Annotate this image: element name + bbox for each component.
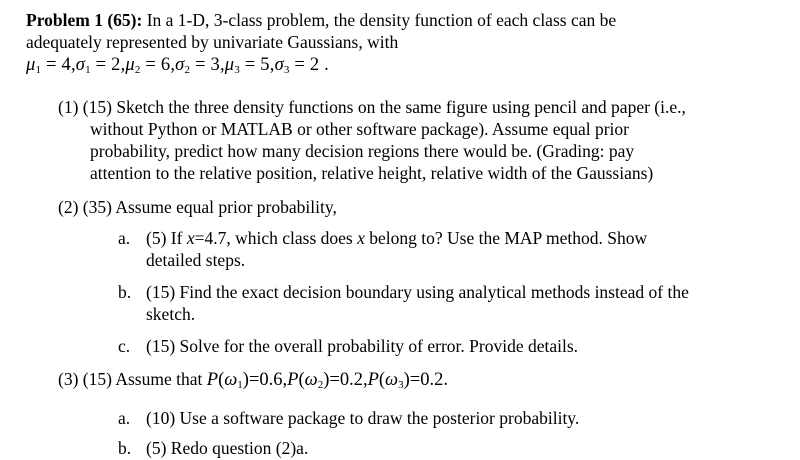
prior-probabilities: $P(\omega_1)=0.6,P(\omega_2)=0.2,P(\omega_3)=0.2$. xyxy=(206,370,448,391)
sigma2-value: 3 xyxy=(210,55,220,75)
part-1-line-2: without Python or MATLAB or other software package). Assume equal prior xyxy=(90,119,629,139)
part-3-line xyxy=(58,368,448,391)
part-1-line-4: attention to the relative position, relative height, relative width of the Gaussians) xyxy=(90,163,654,183)
item-body: (15) Solve for the overall probability of error. Provide details. xyxy=(146,336,579,356)
part-1-line-1: (1) (15) Sketch the three density functions on the same figure using pencil and paper (i.e., xyxy=(58,97,686,117)
prior-3: 0.2 xyxy=(420,370,444,390)
mu1-value: 4 xyxy=(61,55,71,75)
item-marker: c. xyxy=(118,336,131,356)
item-marker: b. xyxy=(118,438,132,458)
sigma3-value: 2 xyxy=(309,55,320,75)
item-marker: b. xyxy=(118,282,132,302)
item-body: (10) Use a software package to draw the posterior probability. xyxy=(146,408,580,428)
intro-line-1 xyxy=(26,9,786,31)
prior-1: 0.6 xyxy=(259,370,283,390)
item-body: (5) Redo question (2)a. xyxy=(146,438,309,458)
intro-line-2: adequately represented by univariate Gaussians, with xyxy=(26,32,399,52)
part-2-text: Assume equal prior probability, xyxy=(115,197,337,217)
part-1-line-3: probability, predict how many decision regions there would be. (Grading: pay xyxy=(90,141,635,161)
item-body: (15) Find the exact decision boundary using analytical methods instead of the sketch. xyxy=(146,282,689,324)
mu3-value: 5 xyxy=(260,55,270,75)
part-1 xyxy=(58,96,788,184)
part-2-line xyxy=(58,196,337,218)
part-2 xyxy=(58,196,337,218)
part-3-label: (3) (15) xyxy=(58,369,112,389)
problem-heading: Problem 1 (65): xyxy=(26,10,143,30)
part-3-text: Assume that xyxy=(115,369,203,389)
item-body: (5) If x=4.7, which class does x belong to? Use the MAP method. Show detailed steps. xyxy=(146,228,648,270)
item-marker: a. xyxy=(118,408,131,428)
part-3 xyxy=(58,368,448,391)
mu2-value: 6 xyxy=(160,55,171,75)
item-marker: a. xyxy=(118,228,131,248)
intro-text-1: In a 1-D, 3-class problem, the density function of each class can be xyxy=(142,10,617,30)
part-2-label: (2) (35) xyxy=(58,197,112,217)
part-1-label: (1) (15) xyxy=(58,97,112,117)
sigma1-value: 2 xyxy=(111,55,121,75)
problem-intro xyxy=(26,9,786,76)
prior-2: 0.2 xyxy=(339,370,363,390)
gaussian-parameters: $\mu_1 = 4,\sigma_1 = 2,\mu_2 = 6,\sigma_2 = 3,\mu_3 = 5,\sigma_3 = 2$ . xyxy=(26,55,329,76)
